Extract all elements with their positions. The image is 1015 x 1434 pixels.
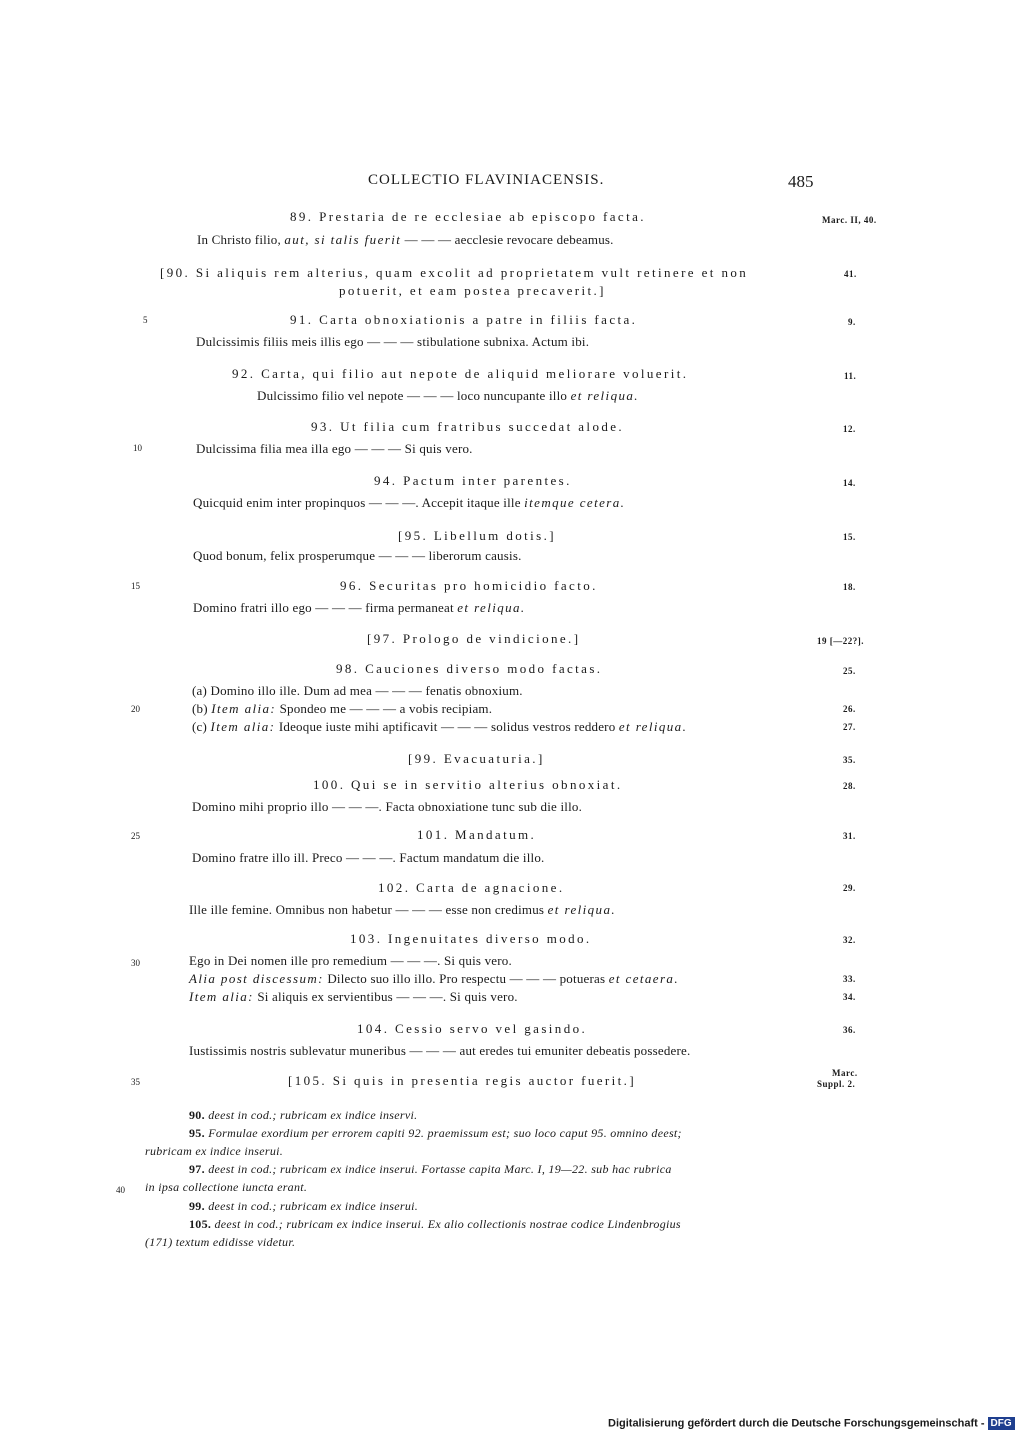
marginal-reference: 36.	[843, 1025, 856, 1035]
marginal-reference: 34.	[843, 992, 856, 1002]
entry-heading-continued: potuerit, et eam postea precaverit.]	[339, 283, 606, 298]
entry-text: Item alia: Si aliquis ex servientibus — — —. Si quis vero.	[189, 989, 518, 1004]
entry-heading: 102. Carta de agnacione.	[378, 880, 565, 895]
line-number: 40	[116, 1185, 125, 1195]
entry-text: Domino fratri illo ego — — — firma permaneat et reliqua.	[193, 600, 526, 615]
entry-heading: 92. Carta, qui filio aut nepote de aliquid meliorare voluerit.	[232, 366, 689, 381]
marginal-reference: 27.	[843, 722, 856, 732]
entry-text: Alia post discessum: Dilecto suo illo illo. Pro respectu — — — potueras et cetaera.	[189, 971, 679, 986]
entry-text: Domino mihi proprio illo — — —. Facta obnoxiatione tunc sub die illo.	[192, 799, 583, 814]
entry-text: In Christo filio, aut, si talis fuerit — — — aecclesie revocare debeamus.	[197, 232, 614, 247]
marginal-reference: 33.	[843, 974, 856, 984]
marginal-reference: 18.	[843, 582, 856, 592]
entry-heading: 101. Mandatum.	[417, 827, 537, 842]
line-number: 5	[143, 315, 148, 325]
entry-text: Dulcissimo filio vel nepote — — — loco nuncupante illo et reliqua.	[257, 388, 639, 403]
dfg-logo: DFG	[988, 1417, 1015, 1430]
entry-text: (a) Domino illo ille. Dum ad mea — — — fenatis obnoxium.	[192, 683, 523, 698]
marginal-reference: 9.	[848, 317, 856, 327]
marginal-reference: 31.	[843, 831, 856, 841]
entry-heading: 100. Qui se in servitio alterius obnoxiat.	[313, 777, 623, 792]
footnote: 90. deest in cod.; rubricam ex indice inservi.	[189, 1108, 418, 1122]
footnote: 99. deest in cod.; rubricam ex indice inserui.	[189, 1199, 419, 1213]
entry-heading: 89. Prestaria de re ecclesiae ab episcopo facta.	[290, 209, 646, 224]
entry-heading: 103. Ingenuitates diverso modo.	[350, 931, 592, 946]
footnote: 95. Formulae exordium per errorem capiti 92. praemissum est; suo loco caput 95. omnino deest;	[189, 1126, 682, 1140]
line-number: 10	[133, 443, 142, 453]
entry-heading: [105. Si quis in presentia regis auctor fuerit.]	[288, 1073, 637, 1088]
entry-text: (c) Item alia: Ideoque iuste mihi aptificavit — — — solidus vestros reddero et reliqua.	[192, 719, 688, 734]
marginal-reference: Marc.	[832, 1068, 858, 1078]
marginal-reference: Marc. II, 40.	[822, 215, 877, 225]
entry-text: (b) Item alia: Spondeo me — — — a vobis recipiam.	[192, 701, 493, 716]
marginal-reference: 35.	[843, 755, 856, 765]
footnote-continued: rubricam ex indice inserui.	[145, 1144, 284, 1158]
marginal-reference: 41.	[844, 269, 857, 279]
line-number: 15	[131, 581, 140, 591]
running-title: COLLECTIO FLAVINIACENSIS.	[368, 172, 605, 188]
marginal-reference: 19 [—22?].	[817, 636, 864, 646]
marginal-reference: 32.	[843, 935, 856, 945]
marginal-reference: Suppl. 2.	[817, 1079, 856, 1089]
entry-text: Ille ille femine. Omnibus non habetur — — — esse non credimus et reliqua.	[189, 902, 616, 917]
entry-heading: 98. Cauciones diverso modo factas.	[336, 661, 603, 676]
entry-text: Quicquid enim inter propinquos — — —. Accepit itaque ille itemque cetera.	[193, 495, 626, 510]
marginal-reference: 15.	[843, 532, 856, 542]
entry-text: Ego in Dei nomen ille pro remedium — — —. Si quis vero.	[189, 953, 512, 968]
entry-heading: 96. Securitas pro homicidio facto.	[340, 578, 598, 593]
marginal-reference: 28.	[843, 781, 856, 791]
marginal-reference: 26.	[843, 704, 856, 714]
entry-heading: [90. Si aliquis rem alterius, quam excolit ad proprietatem vult retinere et non	[160, 265, 749, 280]
marginal-reference: 14.	[843, 478, 856, 488]
entry-text: Dulcissima filia mea illa ego — — — Si quis vero.	[196, 441, 473, 456]
entry-heading: [97. Prologo de vindicione.]	[367, 631, 581, 646]
footnote-continued: (171) textum edidisse videtur.	[145, 1235, 296, 1249]
credit-text: Digitalisierung gefördert durch die Deutsche Forschungsgemeinschaft -	[608, 1417, 985, 1430]
entry-heading: [95. Libellum dotis.]	[398, 528, 556, 543]
entry-text: Iustissimis nostris sublevatur muneribus — — — aut eredes tui emuniter debeatis possedere.	[189, 1043, 691, 1058]
marginal-reference: 29.	[843, 883, 856, 893]
footnote: 97. deest in cod.; rubricam ex indice inserui. Fortasse capita Marc. I, 19—22. sub hac rubrica	[189, 1162, 672, 1176]
marginal-reference: 25.	[843, 666, 856, 676]
line-number: 20	[131, 704, 140, 714]
footnote-continued: in ipsa collectione iuncta erant.	[145, 1180, 308, 1194]
entry-text: Domino fratre illo ill. Preco — — —. Factum mandatum die illo.	[192, 850, 545, 865]
marginal-reference: 12.	[843, 424, 856, 434]
digitization-credit	[608, 1417, 1015, 1430]
footnote: 105. deest in cod.; rubricam ex indice inserui. Ex alio collectionis nostrae codice Lindenbrogius	[189, 1217, 681, 1231]
entry-text: Dulcissimis filiis meis illis ego — — — stibulatione subnixa. Actum ibi.	[196, 334, 590, 349]
line-number: 35	[131, 1077, 140, 1087]
entry-heading: 104. Cessio servo vel gasindo.	[357, 1021, 588, 1036]
entry-heading: 94. Pactum inter parentes.	[374, 473, 572, 488]
marginal-reference: 11.	[844, 371, 857, 381]
page-number: 485	[788, 172, 814, 191]
entry-heading: [99. Evacuaturia.]	[408, 751, 545, 766]
line-number: 30	[131, 958, 140, 968]
entry-text: Quod bonum, felix prosperumque — — — liberorum causis.	[193, 548, 522, 563]
entry-heading: 93. Ut filia cum fratribus succedat alode.	[311, 419, 625, 434]
line-number: 25	[131, 831, 140, 841]
entry-heading: 91. Carta obnoxiationis a patre in filiis facta.	[290, 312, 638, 327]
